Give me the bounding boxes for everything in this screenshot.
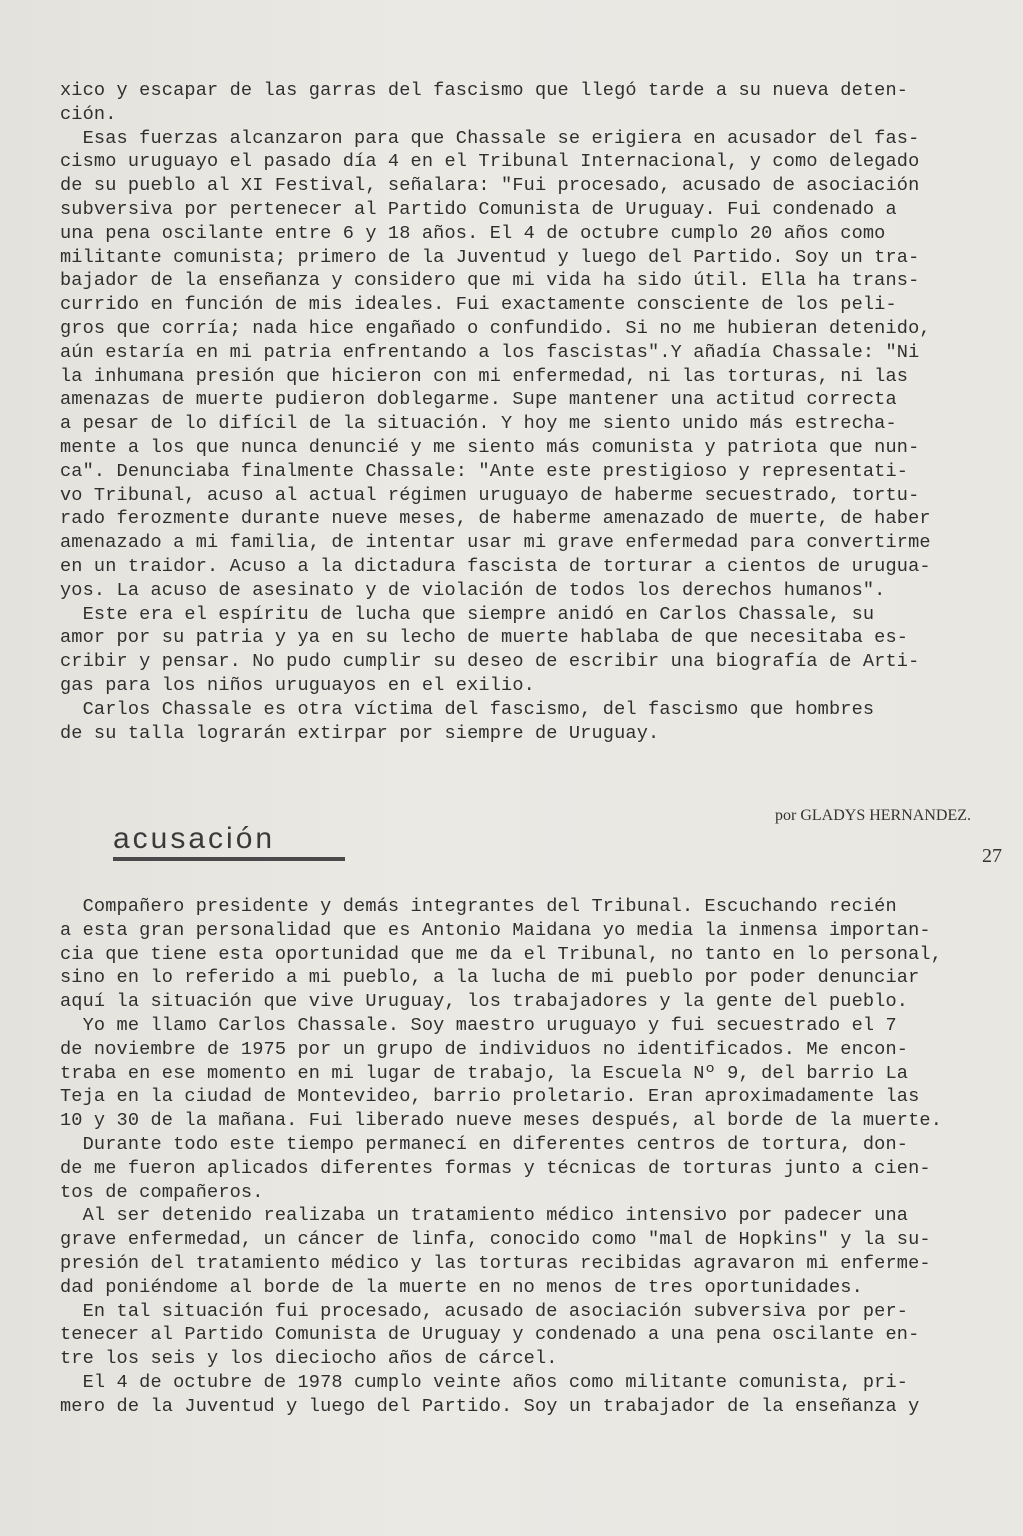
text-line: Yo me llamo Carlos Chassale. Soy maestro uruguayo y fui secuestrado el 7: [60, 1014, 897, 1036]
text-line: tos de compañeros.: [60, 1181, 264, 1203]
text-line: bajador de la enseñanza y considero que mi vida ha sido útil. Ella ha trans-: [60, 270, 920, 292]
text-line: a esta gran personalidad que es Antonio Maidana yo media la inmensa importan-: [60, 919, 931, 941]
text-line: tenecer al Partido Comunista de Uruguay y condenado a una pena oscilante en-: [60, 1324, 920, 1346]
text-line: aún estaría en mi patria enfrentando a los fascistas".Y añadía Chassale: "Ni: [60, 341, 920, 363]
text-line: a pesar de lo difícil de la situación. Y hoy me siento unido más estrecha-: [60, 413, 897, 435]
text-line: amor por su patria y ya en su lecho de muerte hablaba de que necesitaba es-: [60, 627, 909, 649]
text-line: traba en ese momento en mi lugar de trabajo, la Escuela Nº 9, del barrio La: [60, 1062, 909, 1084]
text-line: tre los seis y los dieciocho años de cárcel.: [60, 1348, 558, 1370]
text-line: En tal situación fui procesado, acusado de asociación subversiva por per-: [60, 1300, 909, 1322]
text-line: de su pueblo al XI Festival, señalara: "Fui procesado, acusado de asociación: [60, 175, 920, 197]
text-line: yos. La acuso de asesinato y de violación de todos los derechos humanos".: [60, 579, 886, 601]
text-line: Al ser detenido realizaba un tratamiento médico intensivo por padecer una: [60, 1205, 909, 1227]
text-line: currido en función de mis ideales. Fui exactamente consciente de los peli-: [60, 294, 897, 316]
text-line: de me fueron aplicados diferentes formas y técnicas de torturas junto a cien-: [60, 1157, 931, 1179]
text-line: militante comunista; primero de la Juventud y luego del Partido. Soy un tra-: [60, 246, 920, 268]
text-line: 10 y 30 de la mañana. Fui liberado nueve meses después, al borde de la muerte.: [60, 1110, 943, 1132]
text-line: vo Tribunal, acuso al actual régimen uruguayo de haberme secuestrado, tortu-: [60, 484, 920, 506]
text-line: gros que corría; nada hice engañado o confundido. Si no me hubieran detenido,: [60, 317, 931, 339]
heading-underline: [113, 857, 345, 861]
text-line: amenazado a mi familia, de intentar usar mi grave enfermedad para convertirme: [60, 532, 931, 554]
text-line: mente a los que nunca denuncié y me siento más comunista y patriota que nun-: [60, 436, 920, 458]
text-line: en un traidor. Acuso a la dictadura fascista de torturar a cientos de urugua-: [60, 555, 931, 577]
text-line: Teja en la ciudad de Montevideo, barrio proletario. Eran aproximadamente las: [60, 1086, 920, 1108]
text-line: de su talla lograrán extirpar por siempre de Uruguay.: [60, 722, 660, 744]
text-line: de noviembre de 1975 por un grupo de individuos no identificados. Me encon-: [60, 1038, 909, 1060]
page-number: 27: [982, 845, 1002, 867]
text-line: xico y escapar de las garras del fascismo que llegó tarde a su nueva deten-: [60, 80, 909, 101]
section-heading: acusación: [113, 822, 276, 855]
text-line: mero de la Juventud y luego del Partido. Soy un trabajador de la enseñanza y: [60, 1395, 920, 1417]
text-line: subversiva por pertenecer al Partido Comunista de Uruguay. Fui condenado a: [60, 198, 897, 220]
text-line: cia que tiene esta oportunidad que me da el Tribunal, no tanto en lo personal,: [60, 943, 943, 965]
text-line: cribir y pensar. No pudo cumplir su deseo de escribir una biografía de Arti-: [60, 651, 920, 673]
text-line: aquí la situación que vive Uruguay, los trabajadores y la gente del pueblo.: [60, 991, 909, 1013]
text-line: cismo uruguayo el pasado día 4 en el Tribunal Internacional, y como delegado: [60, 151, 920, 173]
text-line: dad poniéndome al borde de la muerte en no menos de tres oportunidades.: [60, 1276, 863, 1298]
text-line: rado ferozmente durante nueve meses, de haberme amenazado de muerte, de haber: [60, 508, 931, 530]
text-line: presión del tratamiento médico y las torturas recibidas agravaron mi enferme-: [60, 1252, 931, 1274]
author-signature: por GLADYS HERNANDEZ.: [775, 807, 971, 824]
text-line: Durante todo este tiempo permanecí en diferentes centros de tortura, don-: [60, 1133, 909, 1155]
text-line: Compañero presidente y demás integrantes del Tribunal. Escuchando recién: [60, 896, 897, 917]
text-line: ca". Denunciaba finalmente Chassale: "Ante este prestigioso y representati-: [60, 460, 909, 482]
text-line: El 4 de octubre de 1978 cumplo veinte años como militante comunista, pri-: [60, 1371, 909, 1393]
text-line: Este era el espíritu de lucha que siempre anidó en Carlos Chassale, su: [60, 603, 875, 625]
article-continuation: [60, 79, 990, 745]
accusation-text: [60, 895, 990, 1419]
text-line: ción.: [60, 103, 117, 125]
text-line: grave enfermedad, un cáncer de linfa, conocido como "mal de Hopkins" y la su-: [60, 1229, 931, 1251]
text-line: Esas fuerzas alcanzaron para que Chassale se erigiera en acusador del fas-: [60, 127, 920, 149]
text-line: Carlos Chassale es otra víctima del fascismo, del fascismo que hombres: [60, 698, 875, 720]
text-line: gas para los niños uruguayos en el exilio.: [60, 674, 535, 696]
text-line: amenazas de muerte pudieron doblegarme. Supe mantener una actitud correcta: [60, 389, 897, 411]
text-line: sino en lo referido a mi pueblo, a la lucha de mi pueblo por poder denunciar: [60, 967, 920, 989]
text-line: una pena oscilante entre 6 y 18 años. El 4 de octubre cumplo 20 años como: [60, 222, 886, 244]
text-line: la inhumana presión que hicieron con mi enfermedad, ni las torturas, ni las: [60, 365, 909, 387]
